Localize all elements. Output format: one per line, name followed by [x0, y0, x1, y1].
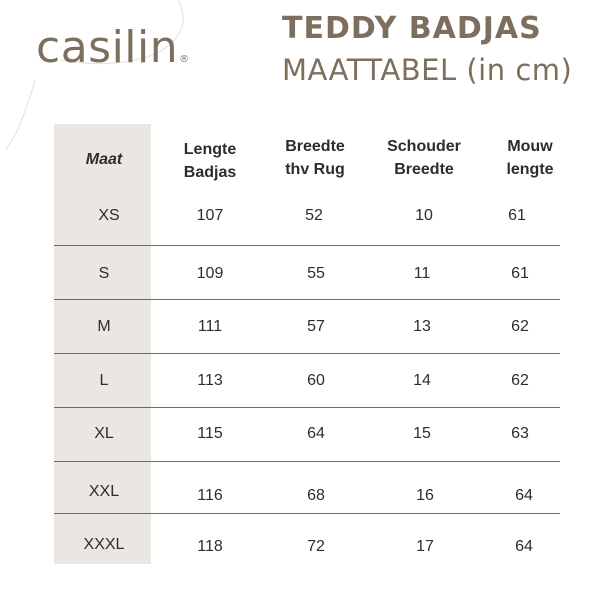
cell-schouder: 13 — [413, 318, 431, 335]
header-mouw-line2: lengte — [506, 161, 554, 178]
header-breedte-line2: thv Rug — [285, 161, 345, 178]
header-schouder-line2: Breedte — [394, 161, 454, 178]
header-maat — [86, 148, 122, 171]
cell-schouder: 14 — [413, 372, 431, 389]
cell-breedte: 52 — [305, 207, 323, 224]
page-subtitle: MAATTABEL (in cm) — [282, 53, 573, 87]
header-lengte-line1: Lengte — [183, 141, 237, 158]
row-divider — [54, 461, 560, 462]
row-divider — [54, 245, 560, 246]
cell-lengte: 113 — [197, 372, 223, 389]
header-lengte — [184, 138, 236, 184]
cell-maat: XXXL — [83, 536, 125, 553]
cell-schouder: 17 — [416, 538, 434, 555]
header-maat-label: Maat — [85, 151, 123, 168]
cell-maat: XL — [94, 425, 114, 442]
cell-schouder: 11 — [413, 265, 431, 282]
cell-mouw: 64 — [515, 487, 533, 504]
cell-breedte: 60 — [307, 372, 325, 389]
cell-schouder: 15 — [413, 425, 431, 442]
header-mouw-line1: Mouw — [507, 138, 553, 155]
cell-maat: S — [98, 265, 110, 282]
cell-lengte: 118 — [197, 538, 223, 555]
cell-mouw: 62 — [511, 372, 529, 389]
cell-breedte: 64 — [307, 425, 325, 442]
cell-lengte: 115 — [197, 425, 223, 442]
cell-maat: M — [97, 318, 111, 335]
cell-breedte: 55 — [307, 265, 325, 282]
header-breedte-line1: Breedte — [285, 138, 345, 155]
header-schouder — [387, 135, 461, 181]
row-divider — [54, 299, 560, 300]
cell-lengte: 116 — [197, 487, 223, 504]
cell-lengte: 109 — [196, 265, 224, 282]
header-lengte-line2: Badjas — [183, 164, 237, 181]
cell-breedte: 72 — [307, 538, 325, 555]
row-divider — [54, 353, 560, 354]
registered-mark: ® — [179, 54, 190, 65]
cell-breedte: 57 — [307, 318, 325, 335]
row-divider — [54, 513, 560, 514]
cell-maat: L — [99, 372, 109, 389]
cell-breedte: 68 — [307, 487, 325, 504]
size-table — [54, 124, 560, 564]
cell-lengte: 111 — [197, 318, 223, 335]
cell-maat: XXL — [88, 483, 120, 500]
logo-text: casilin — [36, 22, 179, 73]
cell-mouw: 62 — [511, 318, 529, 335]
cell-lengte: 107 — [196, 207, 224, 224]
row-divider — [54, 407, 560, 408]
header-schouder-line1: Schouder — [387, 138, 461, 155]
header-mouw — [506, 135, 553, 181]
page-title: TEDDY BADJAS — [282, 11, 542, 46]
cell-schouder: 16 — [416, 487, 434, 504]
header-breedte — [285, 135, 345, 181]
brand-logo — [36, 22, 190, 73]
cell-maat: XS — [98, 207, 120, 224]
cell-mouw: 64 — [515, 538, 533, 555]
cell-schouder: 10 — [415, 207, 433, 224]
cell-mouw: 61 — [511, 265, 529, 282]
cell-mouw: 61 — [508, 207, 526, 224]
cell-mouw: 63 — [511, 425, 529, 442]
